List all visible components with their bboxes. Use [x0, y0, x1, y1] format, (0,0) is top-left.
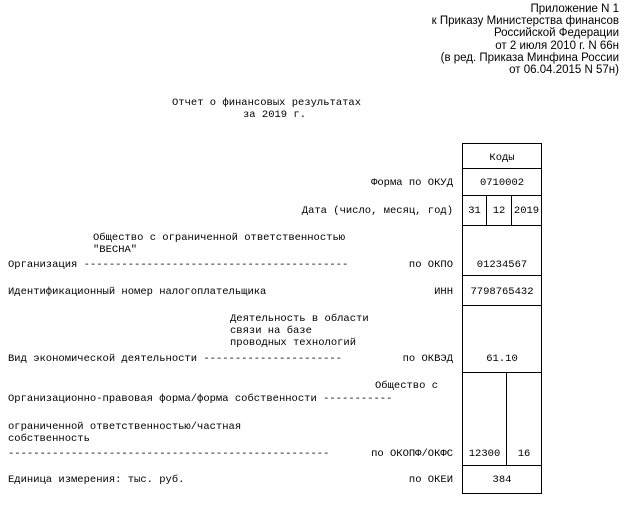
okpo-label: по ОКПО: [408, 259, 453, 271]
appendix-line-6: от 06.04.2015 N 57н): [509, 64, 619, 76]
appendix-line-1: Приложение N 1: [530, 3, 619, 15]
activity-desc-line-1: Деятельность в области: [230, 313, 369, 325]
date-day: 31: [468, 205, 481, 217]
inn-code: 7798765432: [470, 286, 534, 298]
okei-code: 384: [492, 474, 512, 486]
organization-name-line-1: Общество с ограниченной ответственностью: [93, 232, 346, 244]
inn-code-label: ИНН: [434, 286, 453, 298]
unit-label: Единица измерения: тыс. руб.: [8, 474, 185, 486]
date-label: Дата (число, месяц, год): [301, 205, 453, 217]
okved-code: 61.10: [486, 353, 518, 365]
activity-desc-line-3: проводных технологий: [230, 337, 357, 349]
okopf-code: 12300: [468, 448, 501, 460]
legal-form-dashes-2: ---------------------------------------------------: [8, 448, 330, 460]
appendix-line-2: к Приказу Министерства финансов: [431, 15, 619, 27]
organization-name-line-2: "ВЕСНА": [93, 244, 138, 256]
okpo-code: 01234567: [476, 259, 528, 271]
organization-dashes: ------------------------------------------: [83, 259, 349, 271]
okopf-okfs-label: по ОКОПФ/ОКФС: [371, 448, 453, 460]
inn-label: Идентификационный номер налогоплательщика: [8, 286, 267, 298]
appendix-line-5: (в ред. Приказа Минфина России: [440, 52, 619, 64]
okei-label: по ОКЕИ: [408, 474, 453, 486]
legal-form-label: Организационно-правовая форма/форма собственности -----------: [8, 393, 393, 405]
activity-desc-line-2: связи на базе: [230, 325, 312, 337]
okud-code: 0710002: [479, 177, 525, 189]
codes-header: Коды: [489, 152, 515, 164]
report-title: Отчет о финансовых результатах: [172, 97, 362, 109]
okfs-code: 16: [517, 448, 531, 460]
date-year: 2019: [513, 205, 540, 217]
legal-form-desc-line-3: собственность: [8, 433, 90, 445]
activity-label: Вид экономической деятельности ----------------------: [8, 353, 342, 365]
report-period: за 2019 г.: [243, 109, 307, 121]
okved-label: по ОКВЭД: [402, 353, 453, 365]
okud-label: Форма по ОКУД: [371, 177, 453, 189]
activity-dashes: ----------------------: [203, 353, 342, 365]
date-month: 12: [492, 205, 506, 217]
legal-form-dashes-1: -----------: [323, 393, 393, 405]
appendix-line-4: от 2 июля 2010 г. N 66н: [495, 40, 619, 52]
legal-form-desc-line-1: Общество с: [374, 380, 438, 392]
legal-form-desc-line-2: ограниченной ответственностью/частная: [8, 421, 242, 433]
organization-label: Организация ------------------------------------------: [8, 259, 349, 271]
appendix-line-3: Российской Федерации: [493, 27, 619, 39]
